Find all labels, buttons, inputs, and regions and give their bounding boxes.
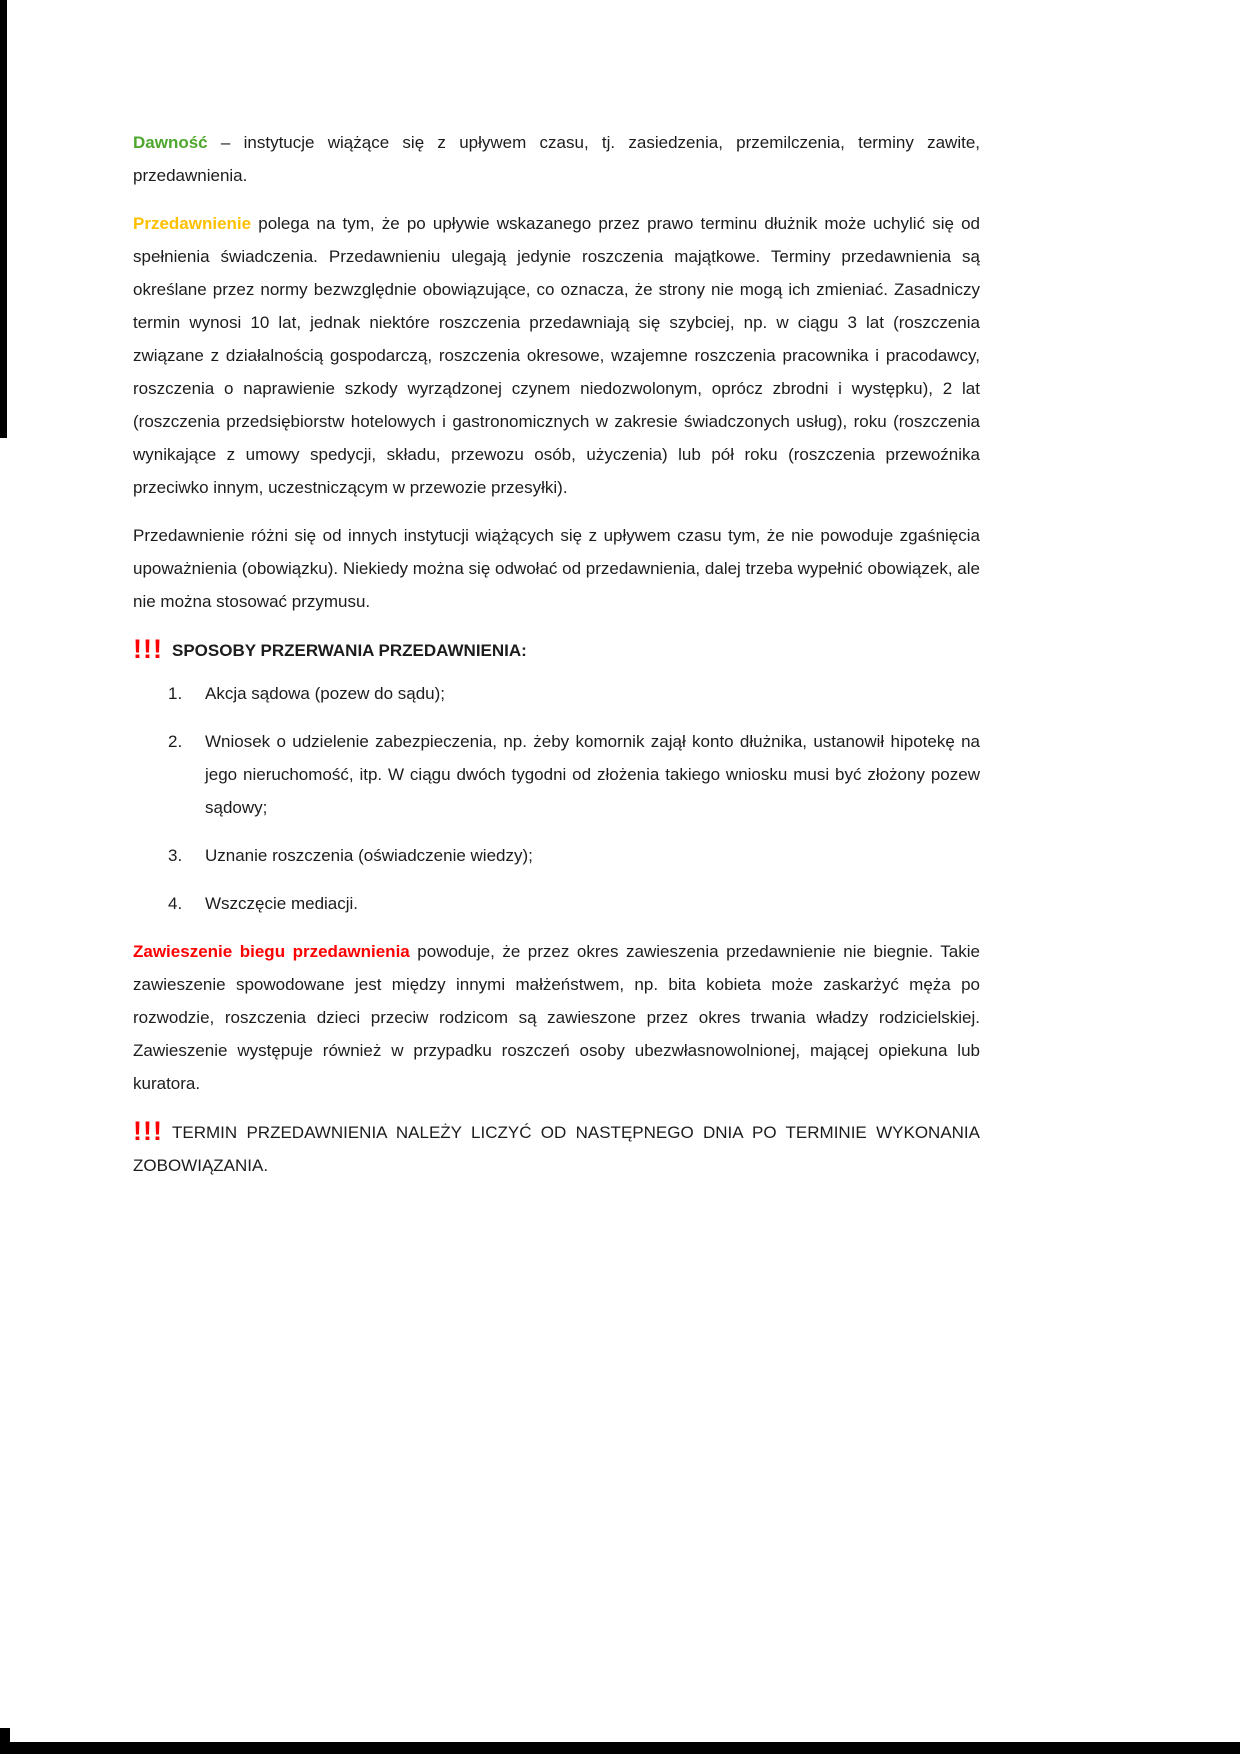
interruption-methods-list — [133, 677, 980, 920]
list-item — [133, 725, 980, 824]
scan-artifact-bottom-edge — [0, 1742, 1240, 1754]
scan-artifact-bottom-left-corner — [0, 1728, 10, 1754]
paragraph-roznice-text: Przedawnienie różni się od innych instytucji wiążących się z upływem czasu tym, że nie powoduje zgaśnięcia upoważnienia (obowiązku). Niekiedy można się odwołać od przedawnienia, dalej trzeba wypełnić obowiązek, ale nie można stosować przymusu. — [133, 526, 980, 611]
scan-artifact-left-edge — [0, 0, 7, 438]
paragraph-przedawnienie — [133, 207, 980, 504]
term-dawnosc: Dawność — [133, 133, 208, 152]
exclamation-marker: !!! — [133, 1116, 163, 1146]
list-item-number: 3. — [168, 846, 183, 865]
term-zawieszenie: Zawieszenie biegu przedawnienia — [133, 942, 410, 961]
list-item-text: Uznanie roszczenia (oświadczenie wiedzy); — [205, 846, 533, 865]
list-item-text: Wszczęcie mediacji. — [205, 894, 359, 913]
paragraph-termin-note — [133, 1115, 980, 1182]
section-heading-text: SPOSOBY PRZERWANIA PRZEDAWNIENIA: — [171, 641, 527, 660]
list-item-text: Wniosek o udzielenie zabezpieczenia, np. żeby komornik zajął konto dłużnika, ustanowił hipotekę na jego nieruchomość, itp. W ciągu dwóch tygodni od złożenia takiego wniosku musi być złożony pozew sądowy; — [205, 732, 980, 817]
document-content — [133, 126, 980, 1197]
paragraph-zawieszenie-text: powoduje, że przez okres zawieszenia przedawnienie nie biegnie. Takie zawieszenie spowodowane jest między innymi małżeństwem, np. bita kobieta może zaskarżyć męża po rozwodzie, roszczenia dzieci przeciw rodzicom są zawieszone przez okres trwania władzy rodzicielskiej. Zawieszenie występuje również w przypadku roszczeń osoby ubezwłasnowolnionej, mającej opiekuna lub kuratora. — [133, 942, 980, 1093]
list-item — [133, 677, 980, 710]
list-item — [133, 839, 980, 872]
paragraph-dawnosc-text: – instytucje wiążące się z upływem czasu, tj. zasiedzenia, przemilczenia, terminy zawite, przedawnienia. — [133, 133, 980, 185]
paragraph-dawnosc — [133, 126, 980, 192]
paragraph-roznice — [133, 519, 980, 618]
paragraph-termin-note-text: TERMIN PRZEDAWNIENIA NALEŻY LICZYĆ OD NASTĘPNEGO DNIA PO TERMINIE WYKONANIA ZOBOWIĄZANIA. — [133, 1123, 980, 1175]
paragraph-przedawnienie-text: polega na tym, że po upływie wskazanego przez prawo terminu dłużnik może uchylić się od spełnienia świadczenia. Przedawnieniu ulegają jedynie roszczenia majątkowe. Terminy przedawnienia są określane przez normy bezwzględnie obowiązujące, co oznacza, że strony nie mogą ich zmieniać. Zasadniczy termin wynosi 10 lat, jednak niektóre roszczenia przedawniają się szybciej, np. w ciągu 3 lat (roszczenia związane z działalnością gospodarczą, roszczenia okresowe, wzajemne roszczenia pracownika i pracodawcy, roszczenia o naprawienie szkody wyrządzonej czynem niedozwolonym, oprócz zbrodni i występku), 2 lat (roszczenia przedsiębiorstw hotelowych i gastronomicznych w zakresie świadczonych usług), roku (roszczenia wynikające z umowy spedycji, składu, przewozu osób, użyczenia) lub pół roku (roszczenia przewoźnika przeciwko innym, uczestniczącym w przewozie przesyłki). — [133, 214, 980, 497]
paragraph-zawieszenie — [133, 935, 980, 1100]
term-przedawnienie: Przedawnienie — [133, 214, 252, 233]
list-item-number: 1. — [168, 684, 183, 703]
list-item-text: Akcja sądowa (pozew do sądu); — [205, 684, 446, 703]
list-item — [133, 887, 980, 920]
exclamation-marker: !!! — [133, 634, 163, 664]
list-item-number: 4. — [168, 894, 183, 913]
section-heading — [133, 633, 980, 667]
list-item-number: 2. — [168, 732, 183, 751]
